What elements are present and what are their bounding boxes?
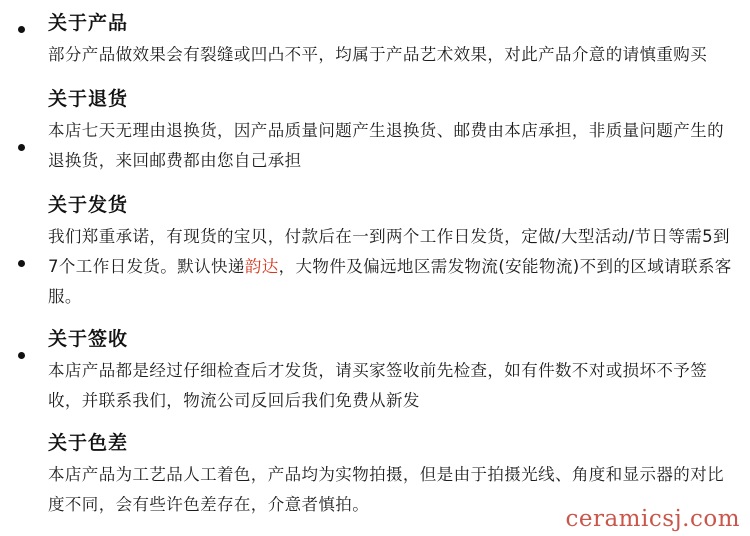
bullet-icon [18,144,25,151]
section-title: 关于色差 [48,432,129,454]
section-title: 关于退货 [48,88,129,110]
policy-section-returns [18,84,736,176]
section-body-text: 我们郑重承诺，有现货的宝贝，付款后在一到两个工作日发货，定做/大型活动/节日等需5到7个工作日发货。默认快递 [48,227,730,276]
section-body [48,356,736,416]
section-body-text-cont: ，大物件及偏远地区需发物流(安能物流)不到的区域请联系客服。 [48,257,732,306]
bullet-icon [18,26,25,33]
section-body [48,40,736,70]
section-body [48,116,736,176]
carrier-highlight: 韵达 [244,257,279,276]
policy-section-receipt [18,324,736,416]
policy-section-product [18,8,736,70]
section-title: 关于发货 [48,194,129,216]
bullet-icon [18,352,25,359]
section-body-text: 本店七天无理由退换货，因产品质量问题产生退换货、邮费由本店承担，非质量问题产生的退换货，来回邮费都由您自己承担 [48,121,724,170]
section-body-text: 本店产品为工艺品人工着色，产品均为实物拍摄，但是由于拍摄光线、角度和显示器的对比度不同，会有些许色差存在，介意者慎拍。 [48,465,724,514]
section-body-text: 本店产品都是经过仔细检查后才发货，请买家签收前先检查，如有件数不对或损坏不予签收，并联系我们，物流公司反回后我们免费从新发 [48,361,708,410]
site-watermark: ceramicsj.com [565,506,740,532]
section-body-text: 部分产品做效果会有裂缝或凹凸不平，均属于产品艺术效果，对此产品介意的请慎重购买 [48,45,708,64]
bullet-icon [18,260,25,267]
policy-section-shipping [18,190,736,312]
section-title: 关于产品 [48,12,129,34]
section-body [48,222,736,312]
section-title: 关于签收 [48,328,129,350]
